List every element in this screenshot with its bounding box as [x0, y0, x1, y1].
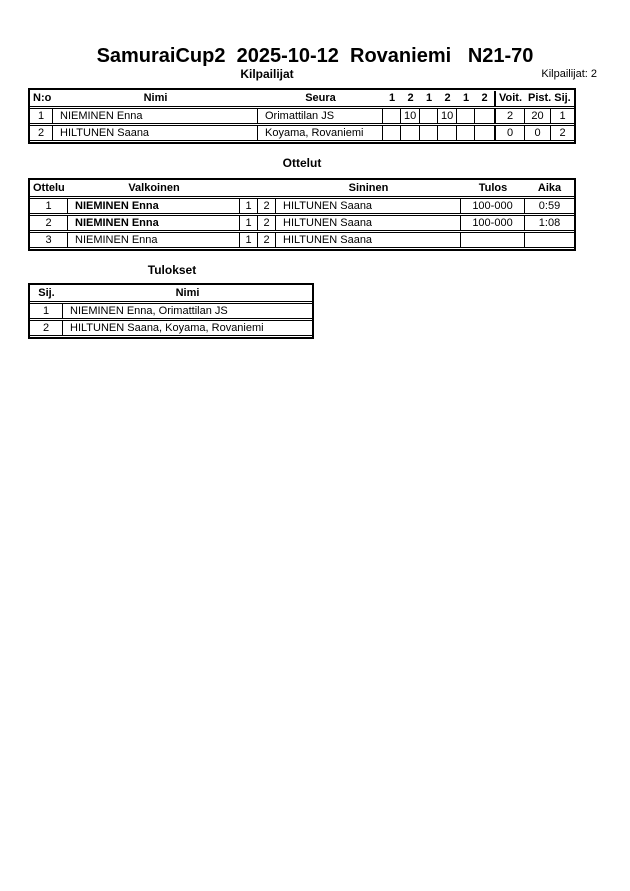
matches-table	[28, 178, 576, 251]
blue-competitor-name: HILTUNEN Saana	[276, 198, 461, 214]
match-number: 3	[30, 232, 68, 248]
match-time: 0:59	[525, 198, 574, 214]
place-cell: 2	[551, 125, 574, 141]
results-table	[28, 283, 314, 339]
col-header-club: Seura	[258, 91, 383, 107]
col-header-result: Tulos	[461, 181, 525, 197]
result-name: NIEMINEN Enna, Orimattilan JS	[63, 303, 312, 319]
white-competitor-number: 1	[240, 198, 258, 214]
score-cell	[420, 125, 438, 141]
col-header-round6: 2	[475, 91, 494, 107]
blue-competitor-name: HILTUNEN Saana	[276, 215, 461, 231]
competitor-club: Koyama, Rovaniemi	[258, 125, 383, 141]
results-heading: Tulokset	[147, 263, 197, 277]
col-header-round5: 1	[457, 91, 475, 107]
white-competitor-name: NIEMINEN Enna	[68, 215, 240, 231]
col-header-points: Pist.	[525, 91, 551, 107]
points-cell: 20	[525, 108, 551, 124]
place-cell: 1	[551, 108, 574, 124]
col-header-round4: 2	[438, 91, 457, 107]
table-row	[30, 215, 574, 231]
score-cell	[438, 125, 457, 141]
col-header-name: Nimi	[53, 91, 258, 107]
wins-cell: 0	[494, 125, 525, 141]
points-cell: 0	[525, 125, 551, 141]
col-header-time: Aika	[525, 181, 574, 197]
competitors-heading: Kilpailijat	[240, 67, 294, 81]
blue-competitor-number: 2	[258, 198, 276, 214]
competitor-name: NIEMINEN Enna	[53, 108, 258, 124]
competitor-name: HILTUNEN Saana	[53, 125, 258, 141]
score-cell	[383, 108, 401, 124]
score-cell	[475, 108, 494, 124]
white-competitor-name: NIEMINEN Enna	[68, 232, 240, 248]
table-row	[30, 198, 574, 214]
col-header-blue: Sininen	[276, 181, 461, 197]
score-cell	[457, 125, 475, 141]
blue-competitor-name: HILTUNEN Saana	[276, 232, 461, 248]
score-cell: 10	[401, 108, 420, 124]
score-cell	[457, 108, 475, 124]
wins-cell: 2	[494, 108, 525, 124]
col-header-white: Valkoinen	[68, 181, 240, 197]
score-cell: 10	[438, 108, 457, 124]
table-row	[30, 232, 574, 248]
col-header-wins: Voit.	[494, 91, 525, 107]
matches-heading: Ottelut	[282, 156, 322, 170]
competitors-count: Kilpailijat: 2	[541, 68, 597, 80]
competitors-header-row	[30, 91, 574, 107]
match-result: 100-000	[461, 215, 525, 231]
col-header-round2: 2	[401, 91, 420, 107]
blue-competitor-number: 2	[258, 215, 276, 231]
col-header-no: N:o	[30, 91, 53, 107]
white-competitor-name: NIEMINEN Enna	[68, 198, 240, 214]
col-header-place: Sij.	[551, 91, 574, 107]
matches-header-row	[30, 181, 574, 197]
competitors-table	[28, 88, 576, 144]
competitor-club: Orimattilan JS	[258, 108, 383, 124]
score-cell	[401, 125, 420, 141]
col-header-round1: 1	[383, 91, 401, 107]
result-place: 2	[30, 320, 63, 336]
table-row	[30, 125, 574, 141]
col-header-numbers	[240, 181, 276, 197]
competitor-number: 1	[30, 108, 53, 124]
results-header-row	[30, 286, 312, 302]
score-cell	[475, 125, 494, 141]
col-header-place: Sij.	[30, 286, 63, 302]
col-header-round3: 1	[420, 91, 438, 107]
match-time: 1:08	[525, 215, 574, 231]
match-result: 100-000	[461, 198, 525, 214]
result-place: 1	[30, 303, 63, 319]
score-cell	[383, 125, 401, 141]
match-number: 1	[30, 198, 68, 214]
result-name: HILTUNEN Saana, Koyama, Rovaniemi	[63, 320, 312, 336]
competitor-number: 2	[30, 125, 53, 141]
blue-competitor-number: 2	[258, 232, 276, 248]
match-number: 2	[30, 215, 68, 231]
table-row	[30, 303, 312, 319]
score-cell	[420, 108, 438, 124]
col-header-match: Ottelu	[30, 181, 68, 197]
white-competitor-number: 1	[240, 215, 258, 231]
match-time	[525, 232, 574, 248]
page-title: SamuraiCup2 2025-10-12 Rovaniemi N21-70	[96, 45, 534, 67]
table-row	[30, 320, 312, 336]
match-result	[461, 232, 525, 248]
col-header-name: Nimi	[63, 286, 312, 302]
white-competitor-number: 1	[240, 232, 258, 248]
table-row	[30, 108, 574, 124]
